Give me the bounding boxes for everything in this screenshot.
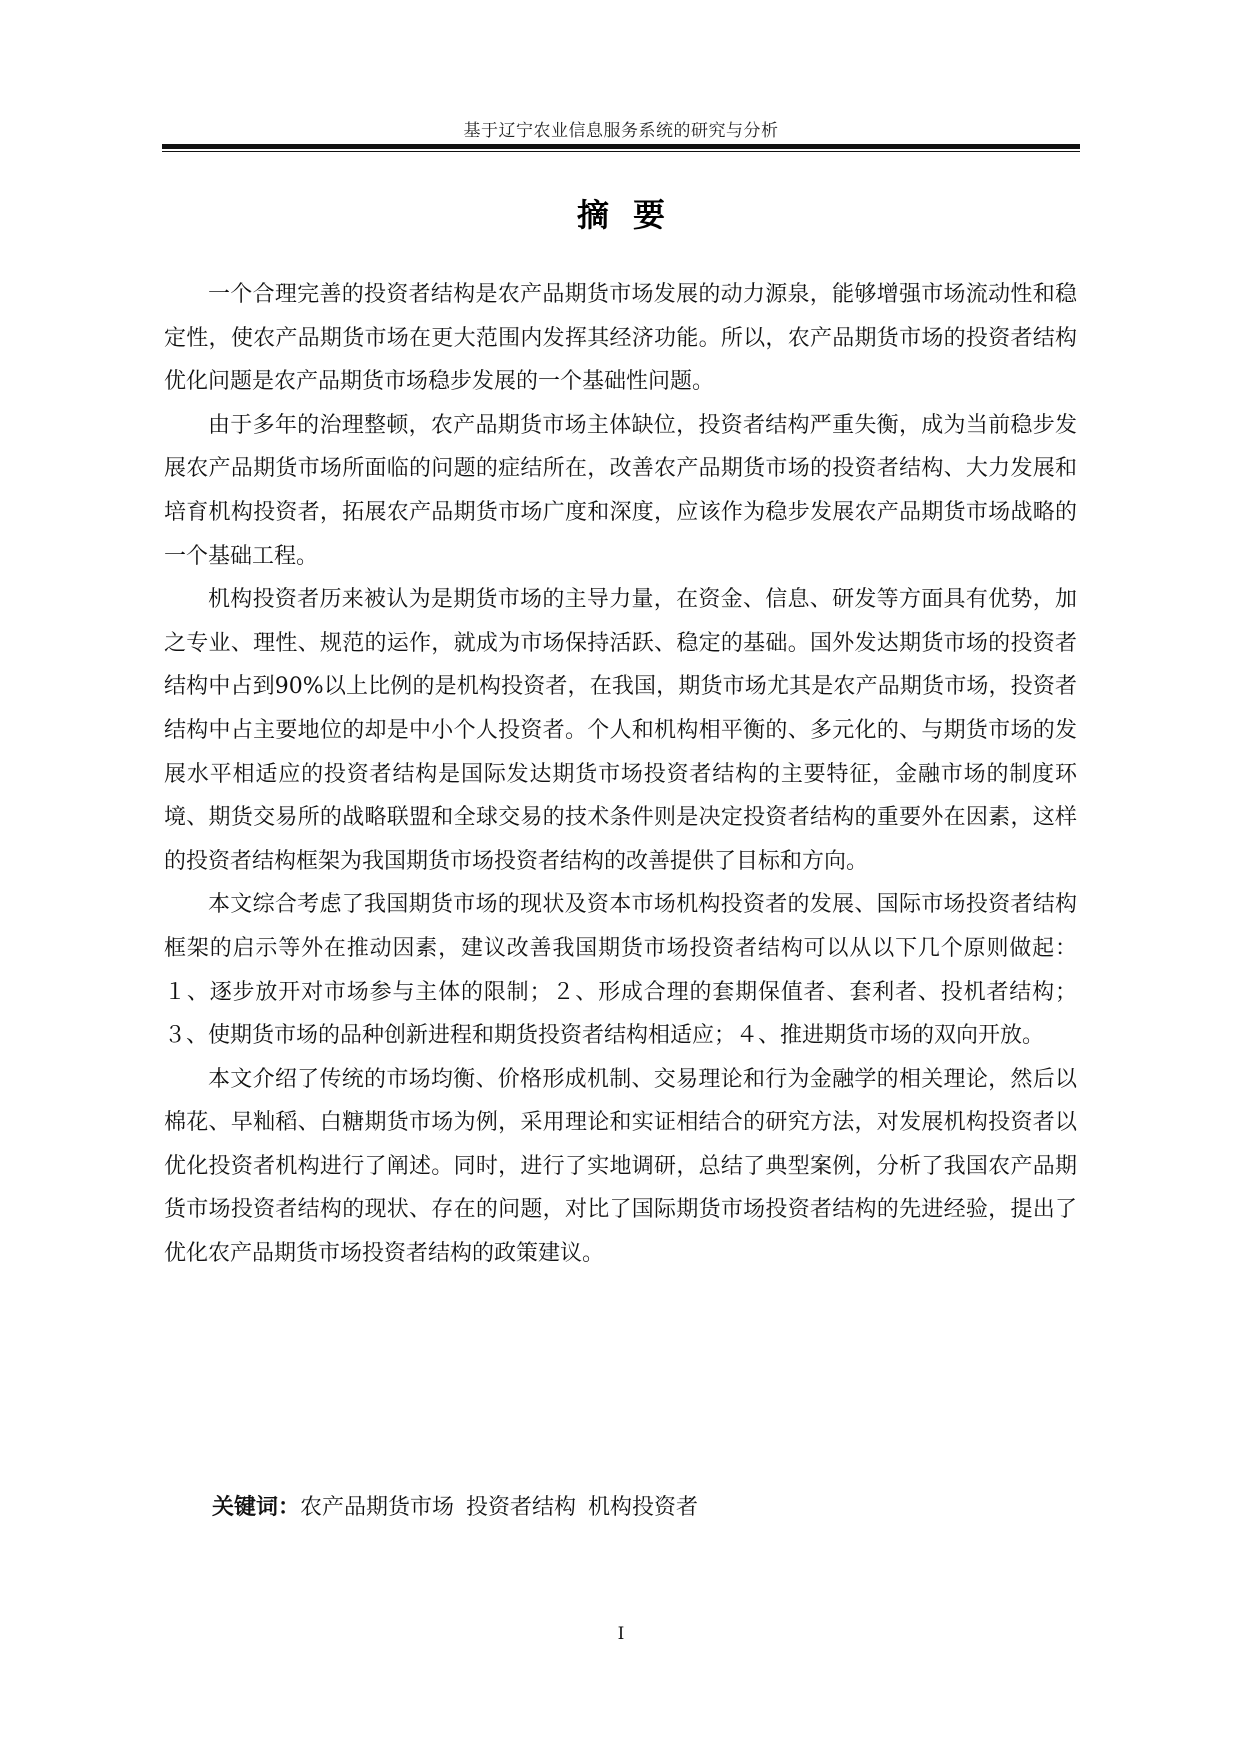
paragraph: 由于多年的治理整顿，农产品期货市场主体缺位，投资者结构严重失衡，成为当前稳步发展农产品期货市场所面临的问题的症结所在，改善农产品期货市场的投资者结构、大力发展和培育机构投资者，拓展农产品期货市场广度和深度，应该作为稳步发展农产品期货市场战略的一个基础工程。	[164, 412, 1077, 569]
abstract-body	[164, 273, 1077, 1276]
keyword: 投资者结构	[466, 1495, 577, 1520]
header-rule-thin	[162, 151, 1080, 152]
abstract-title: 摘要	[576, 196, 689, 234]
keyword: 机构投资者	[588, 1495, 699, 1520]
paragraph: 本文介绍了传统的市场均衡、价格形成机制、交易理论和行为金融学的相关理论，然后以棉花、早籼稻、白糖期货市场为例，采用理论和实证相结合的研究方法，对发展机构投资者以优化投资者机构进行了阐述。同时，进行了实地调研，总结了典型案例，分析了我国农产品期货市场投资者结构的现状、存在的问题，对比了国际期货市场投资者结构的先进经验，提出了优化农产品期货市场投资者结构的政策建议。	[164, 1066, 1077, 1267]
header-rule	[162, 144, 1080, 149]
keyword: 农产品期货市场	[300, 1495, 455, 1520]
running-header: 基于辽宁农业信息服务系统的研究与分析	[463, 121, 779, 141]
paragraph: 一个合理完善的投资者结构是农产品期货市场发展的动力源泉，能够增强市场流动性和稳定性，使农产品期货市场在更大范围内发挥其经济功能。所以，农产品期货市场的投资者结构优化问题是农产品期货市场稳步发展的一个基础性问题。	[164, 282, 1077, 395]
paragraph: 机构投资者历来被认为是期货市场的主导力量，在资金、信息、研发等方面具有优势，加之专业、理性、规范的运作，就成为市场保持活跃、稳定的基础。国外发达期货市场的投资者结构中占到90%以上比例的是机构投资者，在我国，期货市场尤其是农产品期货市场，投资者结构中占主要地位的却是中小个人投资者。个人和机构相平衡的、多元化的、与期货市场的发展水平相适应的投资者结构是国际发达期货市场投资者结构的主要特征，金融市场的制度环境、期货交易所的战略联盟和全球交易的技术条件则是决定投资者结构的重要外在因素，这样的投资者结构框架为我国期货市场投资者结构的改善提供了目标和方向。	[164, 587, 1077, 874]
keywords-line	[212, 1490, 710, 1526]
paragraph: 本文综合考虑了我国期货市场的现状及资本市场机构投资者的发展、国际市场投资者结构框架的启示等外在推动因素，建议改善我国期货市场投资者结构可以从以下几个原则做起：１、逐步放开对市场参与主体的限制；２、形成合理的套期保值者、套利者、投机者结构；３、使期货市场的品种创新进程和期货投资者结构相适应；４、推进期货市场的双向开放。	[164, 892, 1077, 1049]
keywords-label: 关键词：	[212, 1495, 301, 1520]
page-number: I	[617, 1624, 625, 1644]
